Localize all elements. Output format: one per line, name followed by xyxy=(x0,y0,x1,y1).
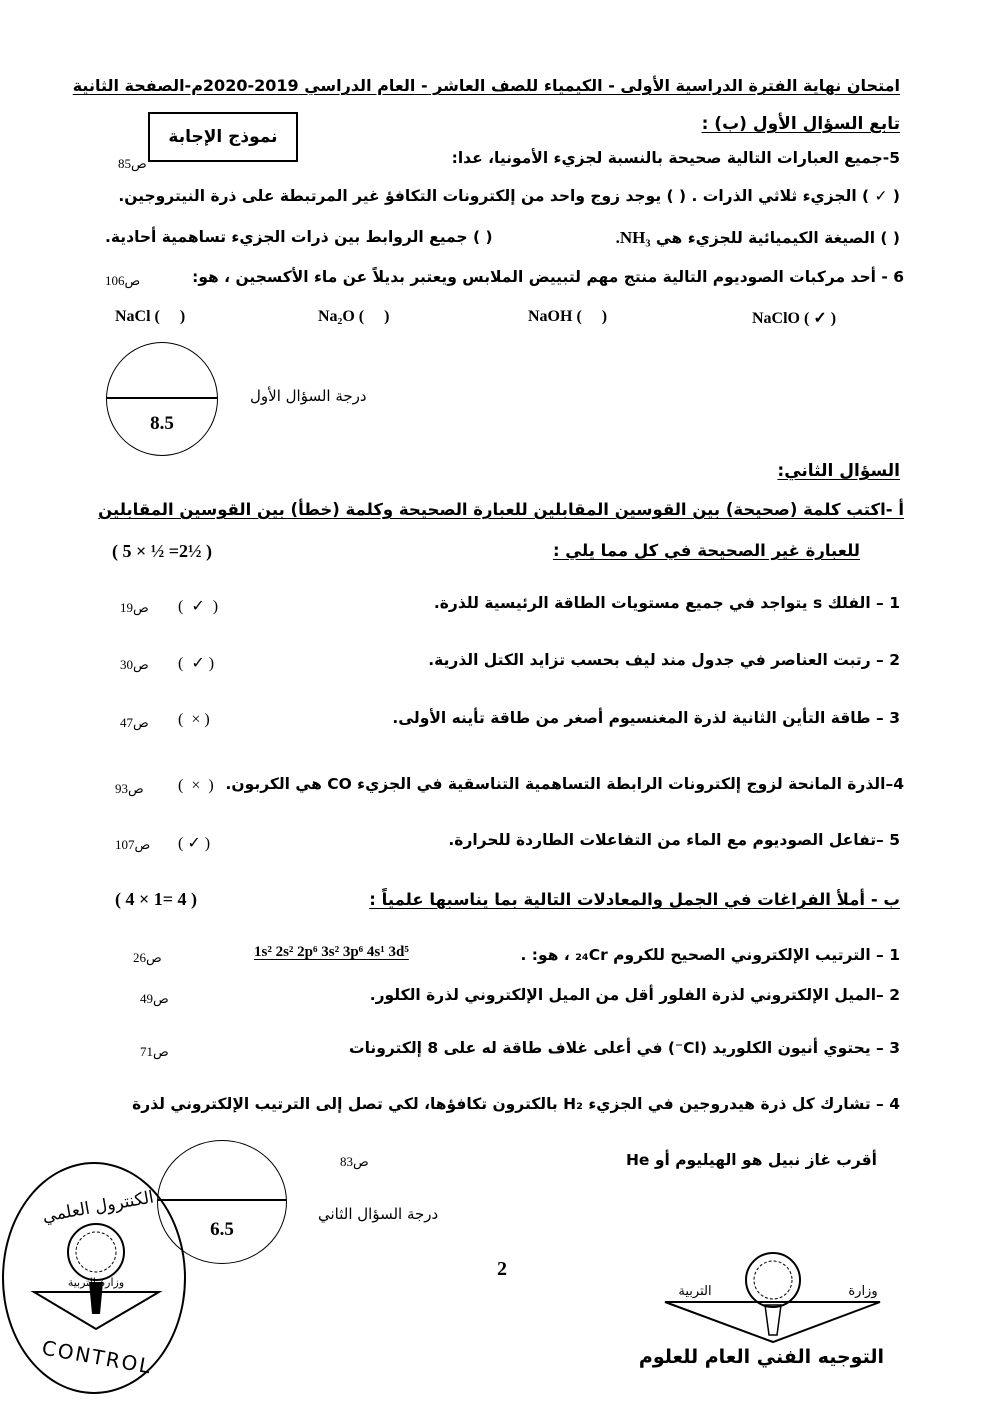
q6-ref: ص106 xyxy=(105,273,141,288)
q6-choice-naoh: NaOH ( ) xyxy=(528,308,608,325)
stamp-emblem-icon xyxy=(4,1164,184,1392)
score-divider xyxy=(107,397,217,399)
q2b-ref-3: ص71 xyxy=(140,1044,169,1059)
exam-header: امتحان نهاية الفترة الدراسية الأولى - الكيمياء للصف العاشر - العام الدراسي 2019-2020م-الصفحة الثانية xyxy=(72,76,900,95)
stamp-control: CONTROL xyxy=(40,1335,155,1379)
q2-score: 6.5 xyxy=(210,1219,234,1240)
q2b-ref-1: ص26 xyxy=(133,950,162,965)
q2b-item-3: 3 – يحتوي أنيون الكلوريد (Cl⁻) في أعلى غلاف طاقة له على 8 إلكترونات xyxy=(349,1039,900,1057)
q6-choice-naclo: NaClO ( ✓ ) xyxy=(752,310,837,327)
q2b-ref-4: ص83 xyxy=(340,1154,369,1169)
q1-score-label: درجة السؤال الأول xyxy=(250,387,367,405)
q2-title: السؤال الثاني: xyxy=(777,461,900,481)
stamp-arabic-text: الكنترول العلمي xyxy=(40,1187,156,1227)
q2a-item-4: 4–الذرة المانحة لزوج إلكترونات الرابطة التساهمية التناسقية في الجزيء CO هي الكربون. xyxy=(225,775,904,793)
logo-right-text: وزارة xyxy=(848,1284,878,1299)
q2b-ref-2: ص49 xyxy=(140,991,169,1006)
q2b-item-2: 2 –الميل الإلكتروني لذرة الفلور أقل من الميل الإلكتروني لذرة الكلور. xyxy=(369,986,900,1004)
q5-text: 5-جميع العبارات التالية صحيحة بالنسبة لجزيء الأمونيا، عدا: xyxy=(451,149,900,167)
q5-options-row-1: ( ✓ ) الجزيء ثلاثي الذرات . ( ) يوجد زوج واحد من إلكترونات التكافؤ غير المرتبطة على ذرة النيتروجين. xyxy=(118,187,900,205)
ministry-emblem-icon xyxy=(655,1250,890,1345)
q6-text: 6 - أحد مركبات الصوديوم التالية منتج مهم لتبييض الملابس ويعتبر بديلاً عن ماء الأكسجين ، هو: xyxy=(192,268,904,286)
q1-score: 8.5 xyxy=(150,413,174,434)
q2a-marks: ( 5 × ½ =2½ ) xyxy=(112,541,213,561)
q2a-item-5: 5 –تفاعل الصوديوم مع الماء من التفاعلات الطاردة للحرارة. xyxy=(448,831,900,849)
control-stamp xyxy=(2,1162,186,1394)
q1-score-circle xyxy=(106,342,218,456)
q2b-marks: ( 4 × 1= 4 ) xyxy=(115,889,198,909)
q2b-instruction: ب - أملأ الفراغات في الجمل والمعادلات التالية بما يناسبها علمياً : xyxy=(369,890,900,909)
q2a-ref-2: ص30 xyxy=(120,657,149,672)
q5-ref: ص85 xyxy=(118,156,147,171)
q2b-item-1: 1 – الترتيب الإلكتروني الصحيح للكروم ₂₄Cr ، هو: . xyxy=(520,946,900,964)
q1-continuation-title: تابع السؤال الأول (ب) : xyxy=(701,114,900,134)
department-name: التوجيه الفني العام للعلوم xyxy=(638,1346,884,1368)
q2a-answer-5: ( ✓ ) xyxy=(178,835,211,852)
q2a-ref-1: ص19 xyxy=(120,600,149,615)
q2a-instruction-2: للعبارة غير الصحيحة في كل مما يلي : xyxy=(552,541,860,560)
q2a-answer-2: ( ✓ ) xyxy=(178,655,215,672)
q6-choice-na2o: Na₂O ( ) xyxy=(318,308,390,325)
q2a-item-3: 3 – طاقة التأين الثانية لذرة المغنسيوم أصغر من طاقة تأينه الأولى. xyxy=(392,709,900,727)
q2b-answer-1: 1s² 2s² 2p⁶ 3s² 3p⁶ 4s¹ 3d⁵ xyxy=(254,944,409,960)
logo-left-text: التربية xyxy=(678,1284,712,1299)
q2a-answer-3: ( × ) xyxy=(178,711,210,728)
stamp-ministry: وزارة التربية xyxy=(67,1276,125,1289)
q2a-item-2: 2 – رتبت العناصر في جدول مند ليف بحسب تزايد الكتل الذرية. xyxy=(428,651,900,669)
nh3-formula: NH₃. xyxy=(615,228,651,247)
q2a-answer-4: ( × ) xyxy=(178,777,214,794)
answer-model-box: نموذج الإجابة xyxy=(148,112,298,162)
q2a-instruction-1: أ -اكتب كلمة (صحيحة) بين القوسين المقابلين للعبارة الصحيحة وكلمة (خطأ) بين القوسين المقابلين xyxy=(98,500,904,519)
page-number: 2 xyxy=(497,1258,507,1280)
q2a-ref-5: ص107 xyxy=(115,837,151,852)
q2a-ref-4: ص93 xyxy=(115,781,144,796)
q5-option-formula-text: ( ) الصيغة الكيميائية للجزيء هي xyxy=(655,229,900,247)
q2a-answer-1: ( ✓ ) xyxy=(178,598,219,615)
q2b-item-4: 4 – تشارك كل ذرة هيدروجين في الجزيء H₂ بالكترون تكافؤها، لكي تصل إلى الترتيب الإلكتروني لذرة xyxy=(132,1095,900,1113)
q5-option-formula xyxy=(616,228,900,248)
q2b-item-4-continuation: أقرب غاز نبيل هو الهيليوم أو He xyxy=(625,1151,877,1169)
q2-score-label: درجة السؤال الثاني xyxy=(318,1205,439,1223)
q2a-item-1: 1 – الفلك s يتواجد في جميع مستويات الطاقة الرئيسية للذرة. xyxy=(433,594,900,612)
q2a-ref-3: ص47 xyxy=(120,715,149,730)
q6-choice-nacl: NaCl ( ) xyxy=(115,308,186,325)
q5-option-bonds: ( ) جميع الروابط بين ذرات الجزيء تساهمية أحادية. xyxy=(105,228,493,246)
